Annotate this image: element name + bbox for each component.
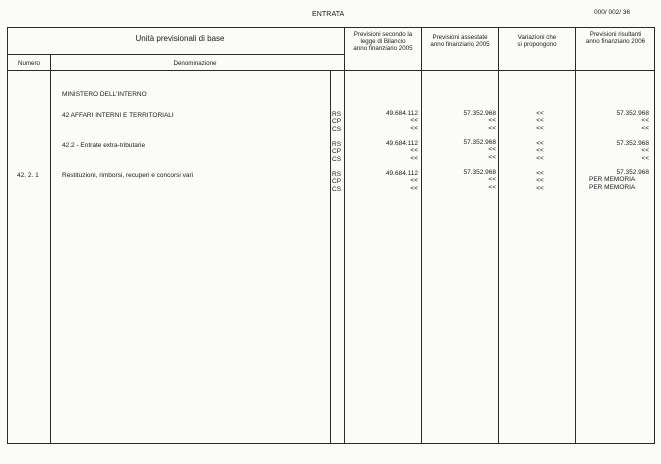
row-col3-values: << << << [536, 110, 544, 132]
header-divider-bottom [7, 70, 655, 71]
divider-col1 [344, 27, 345, 444]
ministry-heading: MINISTERO DELL'INTERNO [62, 91, 147, 98]
row-col4-values: 57.352.968 PER MEMORIA PER MEMORIA [583, 169, 649, 191]
row-col2-values: 57.352.968 << << [463, 110, 496, 132]
row-codes: RS CP CS [332, 111, 342, 133]
header-divider-upb [7, 54, 344, 55]
row-codes: RS CP CS [332, 141, 342, 163]
divider-units [330, 70, 331, 444]
col-header-variazioni: Variazioni che si propongono [517, 34, 557, 49]
col-header-previsioni-risultanti: Previsioni risultanti anno finanziario 2006 [585, 31, 646, 46]
row-col1-values: 49.684.112 << << [385, 170, 418, 192]
row-col3-values: << << << [536, 170, 544, 192]
col-header-previsioni-legge: Previsioni secondo la legge di Bilancio anno finanziario 2005 [353, 31, 413, 53]
col-header-numero: Numero [17, 60, 40, 67]
row-denominazione: Restituzioni, rimborsi, recuperi e concorsi vari [62, 172, 194, 179]
row-denominazione: 42 AFFARI INTERNI E TERRITORIALI [62, 112, 174, 119]
col-header-denominazione: Denominazione [173, 60, 217, 67]
row-numero: 42. 2. 1 [17, 172, 39, 179]
row-codes: RS CP CS [332, 171, 342, 193]
row-denominazione: 42.2 - Entrate extra-tributarie [62, 142, 146, 149]
row-col1-values: 49.684.112 << << [385, 140, 418, 162]
row-col2-values: 57.352.968 << << [463, 169, 496, 191]
divider-col4 [575, 27, 576, 444]
document-title: ENTRATA [312, 11, 345, 18]
page-number: 000/ 002/ 36 [594, 9, 631, 16]
col-header-previsioni-assestate: Previsioni assestate anno finanziario 2005 [430, 34, 490, 49]
per-memoria-label: PER MEMORIA [589, 176, 636, 184]
row-col2-values: 57.352.968 << << [463, 139, 496, 161]
row-col1-values: 49.684.112 << << [385, 110, 418, 132]
row-col3-values: << << << [536, 140, 544, 162]
row-col4-values: 57.352.968 << << [616, 140, 649, 162]
divider-col2 [421, 27, 422, 444]
row-col4-values: 57.352.968 << << [616, 110, 649, 132]
divider-col3 [498, 27, 499, 444]
per-memoria-label: PER MEMORIA [589, 183, 636, 191]
group-header: Unità previsionali di base [135, 34, 225, 43]
divider-numero [50, 54, 51, 444]
table-frame [7, 27, 655, 444]
